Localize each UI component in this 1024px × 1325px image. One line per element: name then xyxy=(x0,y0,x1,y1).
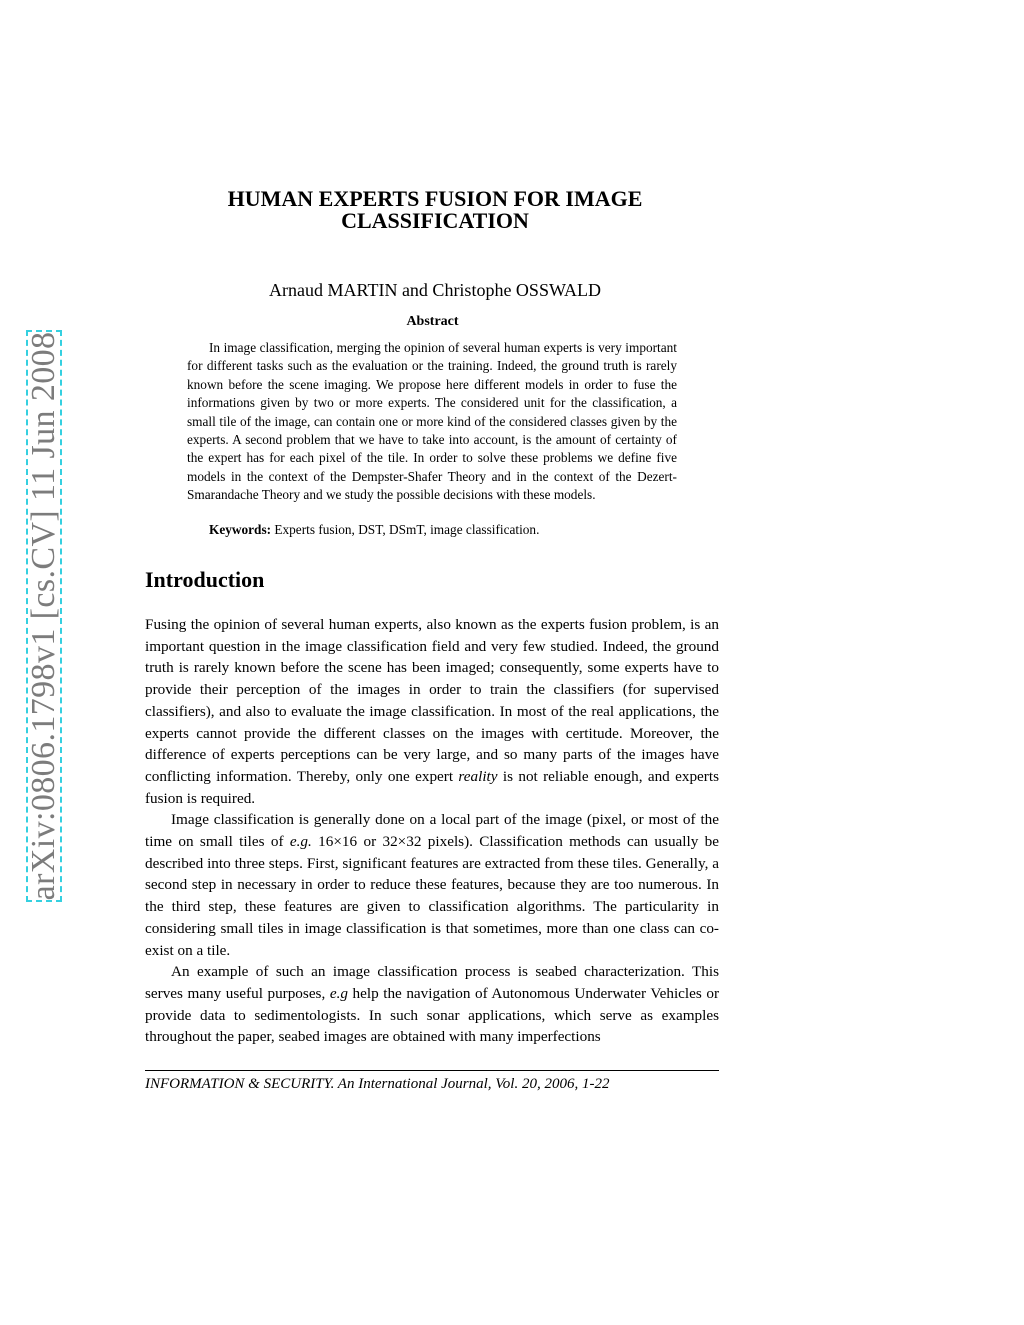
arxiv-stamp xyxy=(26,330,62,902)
paragraph-1-italic: reality xyxy=(458,767,498,785)
section-heading-introduction: Introduction xyxy=(145,567,265,592)
footer-divider xyxy=(145,1070,719,1071)
introduction-body xyxy=(145,614,719,1048)
keywords xyxy=(209,521,679,539)
paragraph-3 xyxy=(145,961,719,1048)
paragraph-3-text-a: An example of such an image classification process is seabed characterization. This serves many useful purposes, xyxy=(145,963,719,1002)
paragraph-2-text-a: Image classification is generally done on a local part of the image (pixel, or most of the time on small tiles of xyxy=(145,811,719,851)
paragraph-1-text-b: is not reliable enough, and experts fusion is required. xyxy=(145,767,719,807)
paper-title xyxy=(180,188,690,232)
paragraph-3-italic: e.g xyxy=(329,984,348,1002)
paragraph-2 xyxy=(145,809,719,961)
title-line-2: CLASSIFICATION xyxy=(341,208,529,233)
abstract-heading: Abstract xyxy=(406,314,459,329)
journal-footer: INFORMATION & SECURITY. An International Journal, Vol. 20, 2006, 1-22 xyxy=(145,1076,610,1092)
authors: Arnaud MARTIN and Christophe OSSWALD xyxy=(269,280,601,300)
paragraph-2-italic: e.g. xyxy=(289,833,312,851)
keywords-label: Keywords: xyxy=(209,522,272,537)
paragraph-2-text-b: 16×16 or 32×32 pixels). Classification methods can usually be described into three steps. First, significant features are extracted from these tiles. Generally, a second step in necessary in order to reduce these features, because they are too numerous. In the third step, these features are given to classification algorithms. The particularity in considering small tiles in image classification is that sometimes, more than one class can co-exist on a tile. xyxy=(145,833,720,959)
paragraph-1-text-a: Fusing the opinion of several human experts, also known as the experts fusion problem, is an important question in the image classification field and very few studied. Indeed, the ground truth is rarely known before the scene has been imaged; consequently, some experts have to provide their perception of the images in order to train the classifiers (for supervised classifiers), and also to evaluate the image classification. In most of the real applications, the experts cannot provide the different classes on the images with certitude. Moreover, the difference of experts perceptions can be very large, and so many parts of the images have conflicting information. Thereby, only one expert xyxy=(145,616,719,785)
keywords-text: Experts fusion, DST, DSmT, image classification. xyxy=(274,522,540,537)
paragraph-3-text-b: help the navigation of Autonomous Underwater Vehicles or provide data to sedimentologists. In such sonar applications, which serve as examples throughout the paper, seabed images are obtained with many imperfections xyxy=(145,984,720,1046)
abstract-text: In image classification, merging the opinion of several human experts is very important for different tasks such as the evaluation or the training. Indeed, the ground truth is rarely known before the scene imaging. We propose here different models in order to fuse the informations given by two or more experts. The considered unit for the classification, a small tile of the image, can contain one or more kind of the considered classes given by the experts. A second problem that we have to take into account, is the amount of certainty of the expert has for each pixel of the tile. In order to solve these problems we define five models in the context of the Dempster-Shafer Theory and in the context of the Dezert-Smarandache Theory and we study the possible decisions with these models. xyxy=(187,340,677,503)
title-line-1: HUMAN EXPERTS FUSION FOR IMAGE xyxy=(227,186,643,211)
arxiv-identifier: arXiv:0806.1798v1 [cs.CV] 11 Jun 2008 xyxy=(25,331,62,901)
paragraph-1 xyxy=(145,614,719,809)
